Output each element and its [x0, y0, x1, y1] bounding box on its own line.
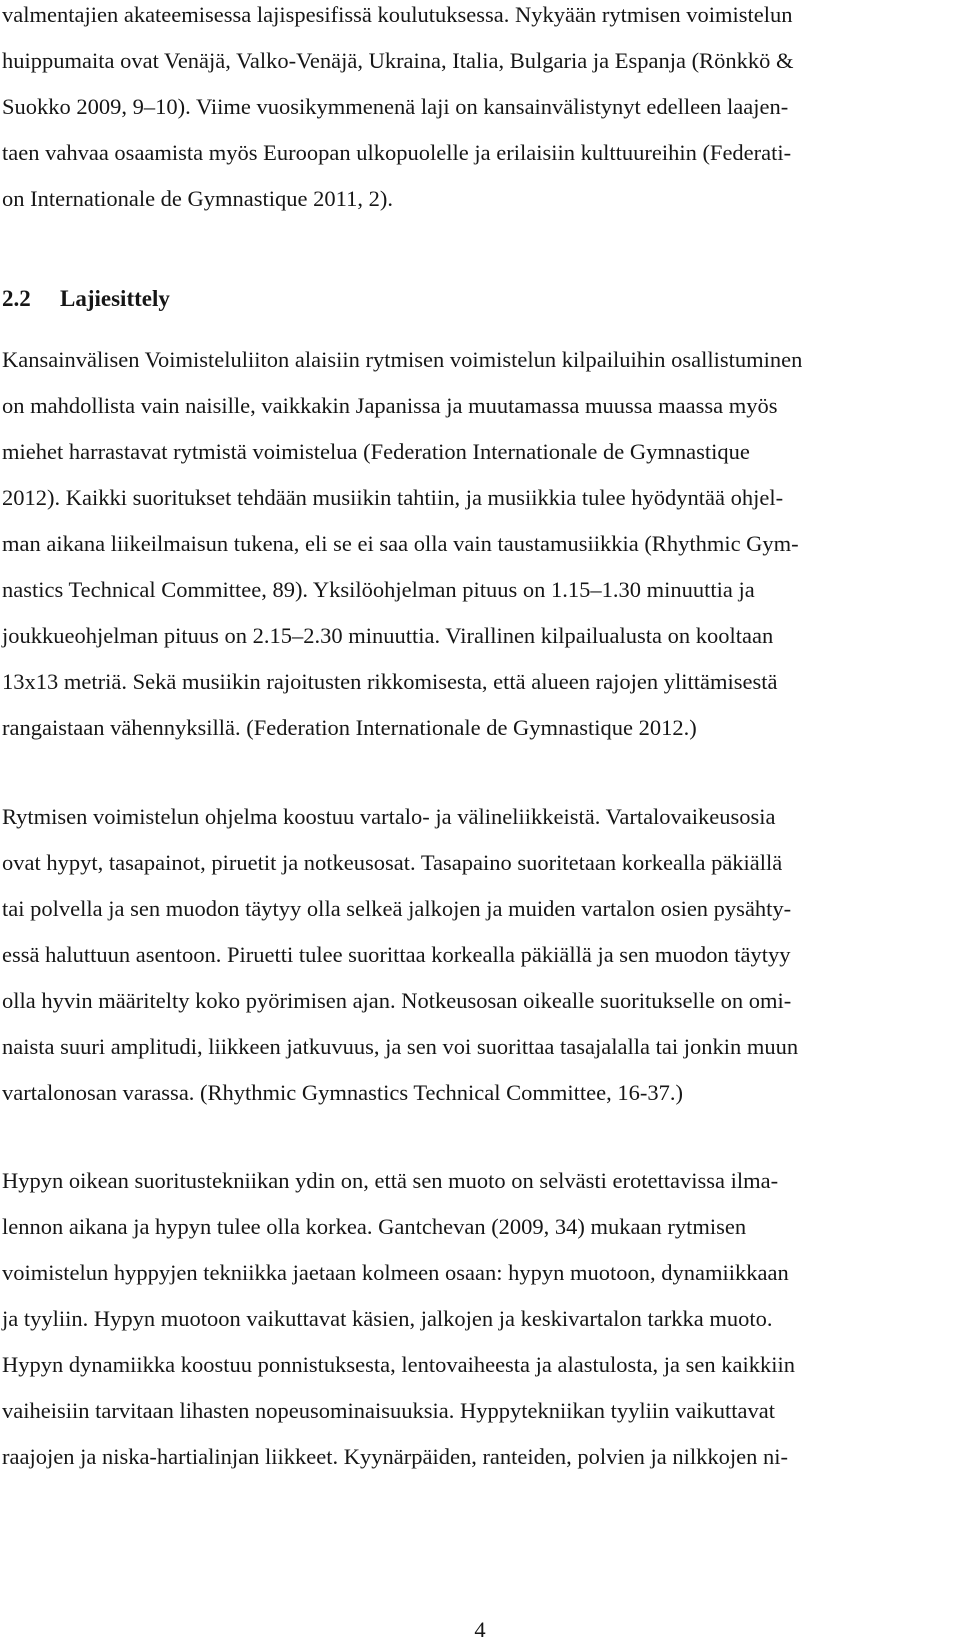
text-line: vaiheisiin tarvitaan lihasten nopeusominaisuuksia. Hyppytekniikan tyyliin vaikuttavat	[2, 1398, 775, 1423]
text-line: nastics Technical Committee, 89). Yksilöohjelman pituus on 1.15–1.30 minuuttia ja	[2, 577, 755, 602]
text-line: ja tyyliin. Hypyn muotoon vaikuttavat käsien, jalkojen ja keskivartalon tarkka muoto.	[2, 1306, 773, 1331]
text-line: Kansainvälisen Voimisteluliiton alaisiin rytmisen voimistelun kilpailuihin osallistuminen	[2, 347, 803, 372]
text-line: voimistelun hyppyjen tekniikka jaetaan kolmeen osaan: hypyn muotoon, dynamiikkaan	[2, 1260, 789, 1285]
text-line: ovat hypyt, tasapainot, piruetit ja notkeusosat. Tasapaino suoritetaan korkealla päkiällä	[2, 850, 783, 875]
text-line: taen vahvaa osaamista myös Euroopan ulkopuolelle ja erilaisiin kulttuureihin (Federati-	[2, 140, 792, 165]
text-line: essä haluttuun asentoon. Piruetti tulee suorittaa korkealla päkiällä ja sen muodon täytyy	[2, 942, 791, 967]
text-line: lennon aikana ja hypyn tulee olla korkea. Gantchevan (2009, 34) mukaan rytmisen	[2, 1214, 747, 1239]
text-line: on mahdollista vain naisille, vaikkakin Japanissa ja muutamassa muussa maassa myös	[2, 393, 778, 418]
text-line: man aikana liikeilmaisun tukena, eli se ei saa olla vain taustamusiikkia (Rhythmic Gym-	[2, 531, 799, 556]
page-number: 4	[474, 1617, 486, 1642]
text-line: Suokko 2009, 9–10). Viime vuosikymmenenä laji on kansainvälistynyt edelleen laajen-	[2, 94, 789, 119]
text-line: huippumaita ovat Venäjä, Valko-Venäjä, Ukraina, Italia, Bulgaria ja Espanja (Rönkkö &	[2, 48, 794, 73]
text-line: tai polvella ja sen muodon täytyy olla selkeä jalkojen ja muiden vartalon osien pysähty-	[2, 896, 792, 921]
text-line: joukkueohjelman pituus on 2.15–2.30 minuuttia. Virallinen kilpailualusta on kooltaan	[2, 623, 774, 648]
section-title: Lajiesittely	[60, 286, 170, 311]
text-line: vartalonosan varassa. (Rhythmic Gymnastics Technical Committee, 16-37.)	[2, 1080, 683, 1105]
text-line: 2012). Kaikki suoritukset tehdään musiikin tahtiin, ja musiikkia tulee hyödyntää ohjel-	[2, 485, 784, 510]
text-line: rangaistaan vähennyksillä. (Federation Internationale de Gymnastique 2012.)	[2, 715, 697, 740]
section-number: 2.2	[2, 286, 31, 311]
text-line: 13x13 metriä. Sekä musiikin rajoitusten rikkomisesta, että alueen rajojen ylittämisestä	[2, 669, 778, 694]
text-line: Rytmisen voimistelun ohjelma koostuu vartalo- ja välineliikkeistä. Vartalovaikeusosia	[2, 804, 776, 829]
text-line: on Internationale de Gymnastique 2011, 2).	[2, 186, 393, 211]
text-line: naista suuri amplitudi, liikkeen jatkuvuus, ja sen voi suorittaa tasajalalla tai jonkin muun	[2, 1034, 799, 1059]
text-line: Hypyn oikean suoritustekniikan ydin on, että sen muoto on selvästi erotettavissa ilma-	[2, 1168, 779, 1193]
section-heading	[2, 284, 170, 314]
text-line: olla hyvin määritelty koko pyörimisen ajan. Notkeusosan oikealle suoritukselle on omi-	[2, 988, 792, 1013]
text-line: miehet harrastavat rytmistä voimistelua (Federation Internationale de Gymnastique	[2, 439, 750, 464]
text-line: raajojen ja niska-hartialinjan liikkeet. Kyynärpäiden, ranteiden, polvien ja nilkkojen ni-	[2, 1444, 788, 1469]
text-line: Hypyn dynamiikka koostuu ponnistuksesta, lentovaiheesta ja alastulosta, ja sen kaikkiin	[2, 1352, 795, 1377]
text-line: valmentajien akateemisessa lajispesifissä koulutuksessa. Nykyään rytmisen voimistelun	[2, 2, 793, 27]
